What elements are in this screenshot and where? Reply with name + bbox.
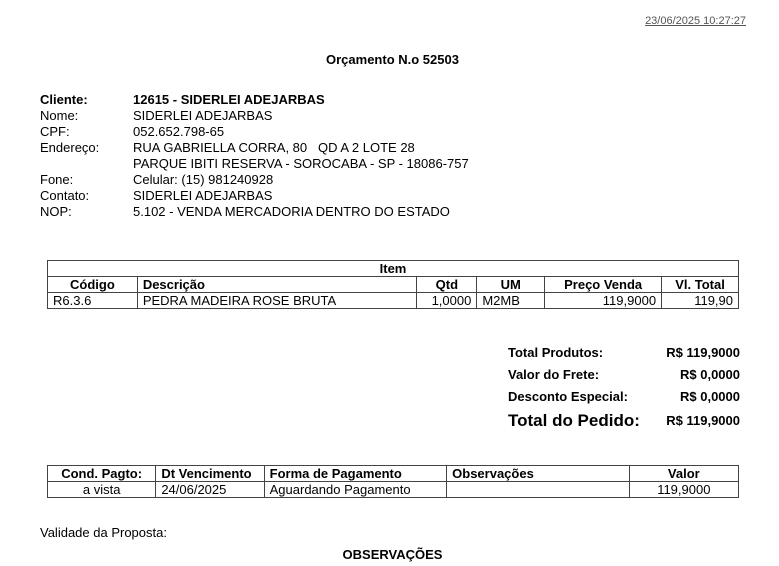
items-caption: Item xyxy=(48,261,739,277)
contact-row xyxy=(40,188,469,204)
total-value: R$ 0,0000 xyxy=(680,367,740,382)
cell-preco-venda: 119,9000 xyxy=(545,293,662,309)
field-label: Endereço: xyxy=(40,140,100,155)
items-table xyxy=(47,260,739,309)
name-row xyxy=(40,108,469,124)
cell-forma-pagamento: Aguardando Pagamento xyxy=(264,482,447,498)
nop-row xyxy=(40,204,469,220)
phone-row xyxy=(40,172,469,188)
observacoes-title: OBSERVAÇÕES xyxy=(342,547,443,562)
col-header-qtd: Qtd xyxy=(417,277,477,293)
field-label: NOP: xyxy=(40,204,72,219)
col-header-descricao: Descrição xyxy=(137,277,417,293)
total-label: Desconto Especial: xyxy=(508,389,628,404)
col-header-vl-total: Vl. Total xyxy=(662,277,739,293)
cell-descricao: PEDRA MADEIRA ROSE BRUTA xyxy=(137,293,417,309)
payment-header-row xyxy=(48,466,739,482)
total-value: R$ 119,9000 xyxy=(666,413,740,428)
totals-block xyxy=(508,344,740,436)
desconto-especial-row xyxy=(508,388,740,410)
col-header-forma-pagamento: Forma de Pagamento xyxy=(264,466,447,482)
cell-vl-total: 119,90 xyxy=(662,293,739,309)
field-label: Nome: xyxy=(40,108,79,123)
field-label: Fone: xyxy=(40,172,74,187)
payment-table xyxy=(47,465,739,498)
field-label: Cliente: xyxy=(40,92,88,107)
table-row xyxy=(48,293,739,309)
col-header-cond-pagto: Cond. Pagto: xyxy=(48,466,156,482)
items-caption-row xyxy=(48,261,739,277)
field-label: Contato: xyxy=(40,188,90,203)
document-title: Orçamento N.o 52503 xyxy=(326,52,459,67)
col-header-dt-vencimento: Dt Vencimento xyxy=(156,466,264,482)
cell-qtd: 1,0000 xyxy=(417,293,477,309)
field-value: PARQUE IBITI RESERVA - SOROCABA - SP - 18086-757 xyxy=(133,156,469,171)
total-produtos-row xyxy=(508,344,740,366)
field-value: Celular: (15) 981240928 xyxy=(133,172,274,187)
field-value: 5.102 - VENDA MERCADORIA DENTRO DO ESTADO xyxy=(133,204,450,219)
field-value: SIDERLEI ADEJARBAS xyxy=(133,188,273,203)
address-row xyxy=(40,140,469,156)
validade-label: Validade da Proposta: xyxy=(40,525,167,540)
total-label: Valor do Frete: xyxy=(508,367,600,382)
cell-valor: 119,9000 xyxy=(629,482,738,498)
total-label: Total Produtos: xyxy=(508,345,604,360)
field-label xyxy=(40,156,133,172)
col-header-codigo: Código xyxy=(48,277,138,293)
cell-dt-vencimento: 24/06/2025 xyxy=(156,482,264,498)
address-line2-row xyxy=(40,156,469,172)
total-label: Total do Pedido: xyxy=(508,411,640,430)
field-value: RUA GABRIELLA CORRA, 80 QD A 2 LOTE 28 xyxy=(133,140,415,155)
cpf-row xyxy=(40,124,469,140)
valor-frete-row xyxy=(508,366,740,388)
cell-observacoes xyxy=(447,482,630,498)
field-value: 12615 - SIDERLEI ADEJARBAS xyxy=(133,92,325,107)
client-info xyxy=(40,92,469,220)
total-value: R$ 0,0000 xyxy=(680,389,740,404)
col-header-observacoes: Observações xyxy=(447,466,630,482)
cell-um: M2MB xyxy=(477,293,545,309)
print-timestamp: 23/06/2025 10:27:27 xyxy=(645,15,746,27)
cell-cond-pagto: a vista xyxy=(48,482,156,498)
col-header-um: UM xyxy=(477,277,545,293)
field-value: 052.652.798-65 xyxy=(133,124,225,139)
col-header-preco-venda: Preço Venda xyxy=(545,277,662,293)
field-label: CPF: xyxy=(40,124,70,139)
cell-codigo: R6.3.6 xyxy=(48,293,138,309)
total-value: R$ 119,9000 xyxy=(666,345,740,360)
total-pedido-row xyxy=(508,410,740,436)
table-row xyxy=(48,482,739,498)
col-header-valor: Valor xyxy=(629,466,738,482)
items-header-row xyxy=(48,277,739,293)
client-row xyxy=(40,92,469,108)
field-value: SIDERLEI ADEJARBAS xyxy=(133,108,273,123)
